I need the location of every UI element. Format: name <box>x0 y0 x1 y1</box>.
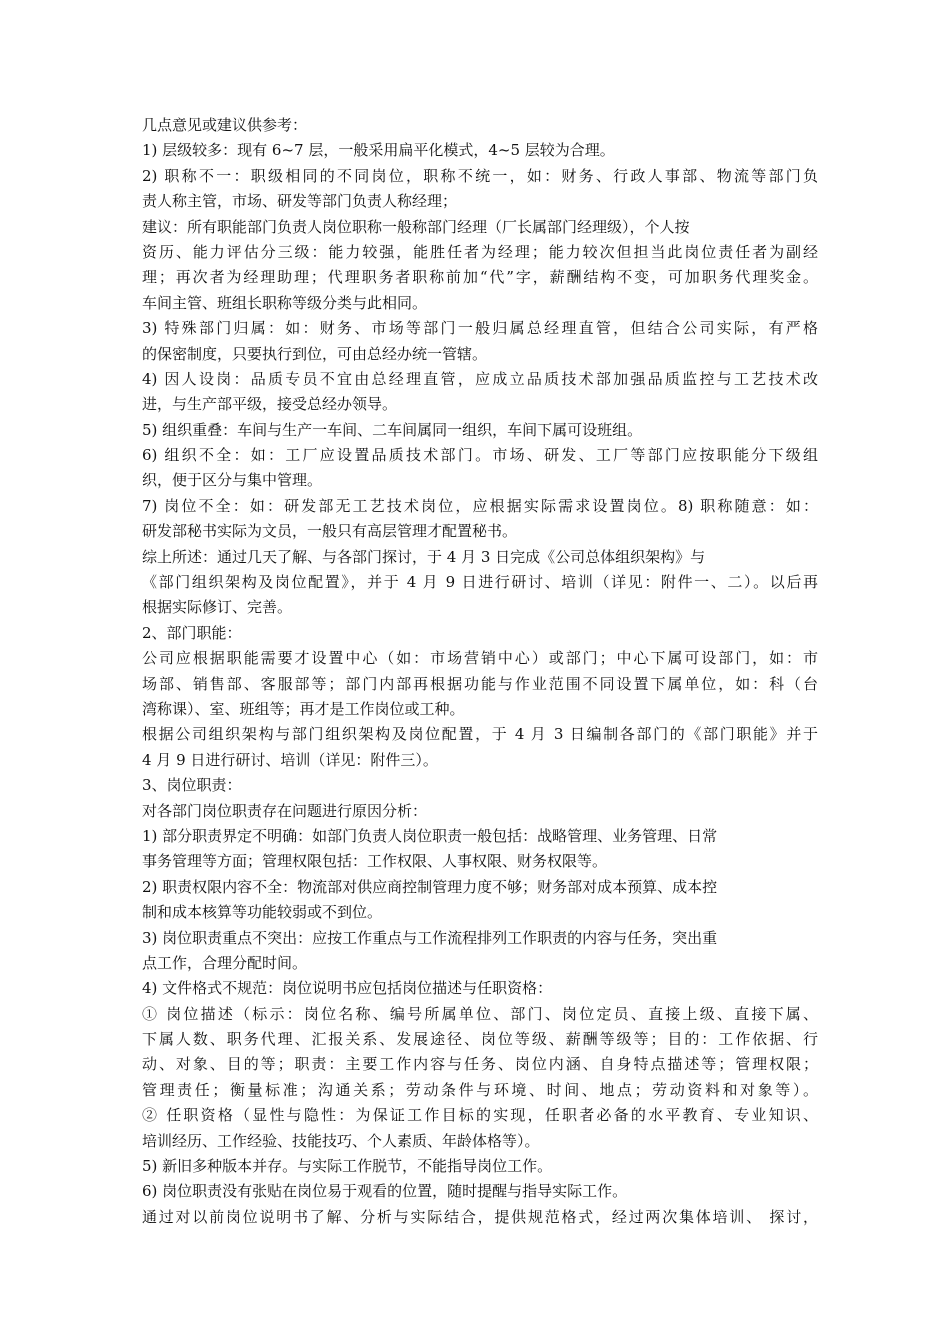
text-line: 湾称课）、室、班组等；再才是工作岗位或工种。 <box>142 699 465 718</box>
document-page <box>142 113 818 1230</box>
text-line: 4) 因人设岗：品质专员不宜由总经理直管，应成立品质技术部加强品质监控与工艺技术改 <box>142 369 818 388</box>
text-line: 点工作，合理分配时间。 <box>142 953 308 972</box>
text-line: 车间主管、班组长职称等级分类与此相同。 <box>142 293 428 312</box>
text-line: 4) 文件格式不规范：岗位说明书应包括岗位描述与任职资格： <box>142 979 553 998</box>
text-line: 5) 新旧多种版本并存。与实际工作脱节，不能指导岗位工作。 <box>142 1157 553 1176</box>
text-line: 织，便于区分与集中管理。 <box>142 471 323 490</box>
text-line: 理；再次者为经理助理；代理职务者职称前加“代”字，薪酬结构不变，可加职务代理奖金。 <box>142 268 818 287</box>
text-line: 2) 职称不一：职级相同的不同岗位，职称不统一，如：财务、行政人事部、物流等部门负 <box>142 166 818 185</box>
text-line: 的保密制度，只要执行到位，可由总经办统一管辖。 <box>142 344 488 363</box>
text-line: 7) 岗位不全：如：研发部无工艺技术岗位，应根据实际需求设置岗位。8) 职称随意：如： <box>142 496 818 515</box>
text-line: 3) 岗位职责重点不突出：应按工作重点与工作流程排列工作职责的内容与任务，突出重 <box>142 928 718 947</box>
text-line: 综上所述：通过几天了解、与各部门探讨，于 4 月 3 日完成《公司总体组织架构》与 <box>142 547 706 566</box>
text-line: 进，与生产部平级，接受总经办领导。 <box>142 395 398 414</box>
text-line: 动、对象、目的等；职责：主要工作内容与任务、岗位内涵、自身特点描述等；管理权限； <box>142 1055 818 1074</box>
text-line: 制和成本核算等功能较弱或不到位。 <box>142 903 383 922</box>
text-line: 下属人数、职务代理、汇报关系、发展途径、岗位等级、薪酬等级等；目的：工作依据、行 <box>142 1030 818 1049</box>
text-line: 3、岗位职责： <box>142 776 242 795</box>
text-line: 6) 岗位职责没有张贴在岗位易于观看的位置，随时提醒与指导实际工作。 <box>142 1182 628 1201</box>
text-line: ① 岗位描述（标示：岗位名称、编号所属单位、部门、岗位定员、直接上级、直接下属、 <box>142 1004 818 1023</box>
text-line: 培训经历、工作经验、技能技巧、个人素质、年龄体格等）。 <box>142 1131 540 1150</box>
text-line: 建议：所有职能部门负责人岗位职称一般称部门经理（厂长属部门经理级），个人按 <box>142 217 690 236</box>
text-line: ② 任职资格（显性与隐性：为保证工作目标的实现，任职者必备的水平教育、专业知识、 <box>142 1106 818 1125</box>
text-line: 公司应根据职能需要才设置中心（如：市场营销中心）或部门；中心下属可设部门，如：市 <box>142 649 818 668</box>
text-line: 根据公司组织架构与部门组织架构及岗位配置，于 4 月 3 日编制各部门的《部门职能》并于 <box>142 725 818 744</box>
text-line: 2、部门职能： <box>142 623 242 642</box>
text-line: 资历、能力评估分三级：能力较强，能胜任者为经理；能力较次但担当此岗位责任者为副经 <box>142 242 818 261</box>
text-line: 事务管理等方面；管理权限包括：工作权限、人事权限、财务权限等。 <box>142 852 608 871</box>
text-line: 6) 组织不全：如：工厂应设置品质技术部门。市场、研发、工厂等部门应按职能分下级组 <box>142 446 818 465</box>
text-line: 管理责任；衡量标准；沟通关系；劳动条件与环境、时间、地点；劳动资料和对象等）。 <box>142 1080 818 1099</box>
text-line: 1) 层级较多：现有 6~7 层，一般采用扁平化模式，4~5 层较为合理。 <box>142 141 615 160</box>
text-line: 几点意见或建议供参考： <box>142 116 308 134</box>
text-line: 根据实际修订、完善。 <box>142 598 293 617</box>
text-line: 1) 部分职责界定不明确：如部门负责人岗位职责一般包括：战略管理、业务管理、日常 <box>142 826 718 845</box>
text-line: 4 月 9 日进行研讨、培训（详见：附件三）。 <box>142 750 438 769</box>
text-line: 《部门组织架构及岗位配置》，并于 4 月 9 日进行研讨、培训（详见：附件一、二）。以后再 <box>142 573 818 592</box>
text-line: 3) 特殊部门归属：如：财务、市场等部门一般归属总经理直管，但结合公司实际，有严格 <box>142 319 818 338</box>
text-line: 2) 职责权限内容不全：物流部对供应商控制管理力度不够；财务部对成本预算、成本控 <box>142 877 718 896</box>
text-line: 场部、销售部、客服部等；部门内部再根据功能与作业范围不同设置下属单位，如：科（台 <box>142 674 818 693</box>
text-line: 责人称主管，市场、研发等部门负责人称经理； <box>142 192 458 211</box>
text-line: 通过对以前岗位说明书了解、分析与实际结合，提供规范格式，经过两次集体培训、 探讨， <box>142 1207 818 1226</box>
text-line: 5) 组织重叠：车间与生产一车间、二车间属同一组织，车间下属可设班组。 <box>142 420 643 439</box>
text-line: 对各部门岗位职责存在问题进行原因分析： <box>142 801 428 820</box>
text-line: 研发部秘书实际为文员，一般只有高层管理才配置秘书。 <box>142 522 518 541</box>
